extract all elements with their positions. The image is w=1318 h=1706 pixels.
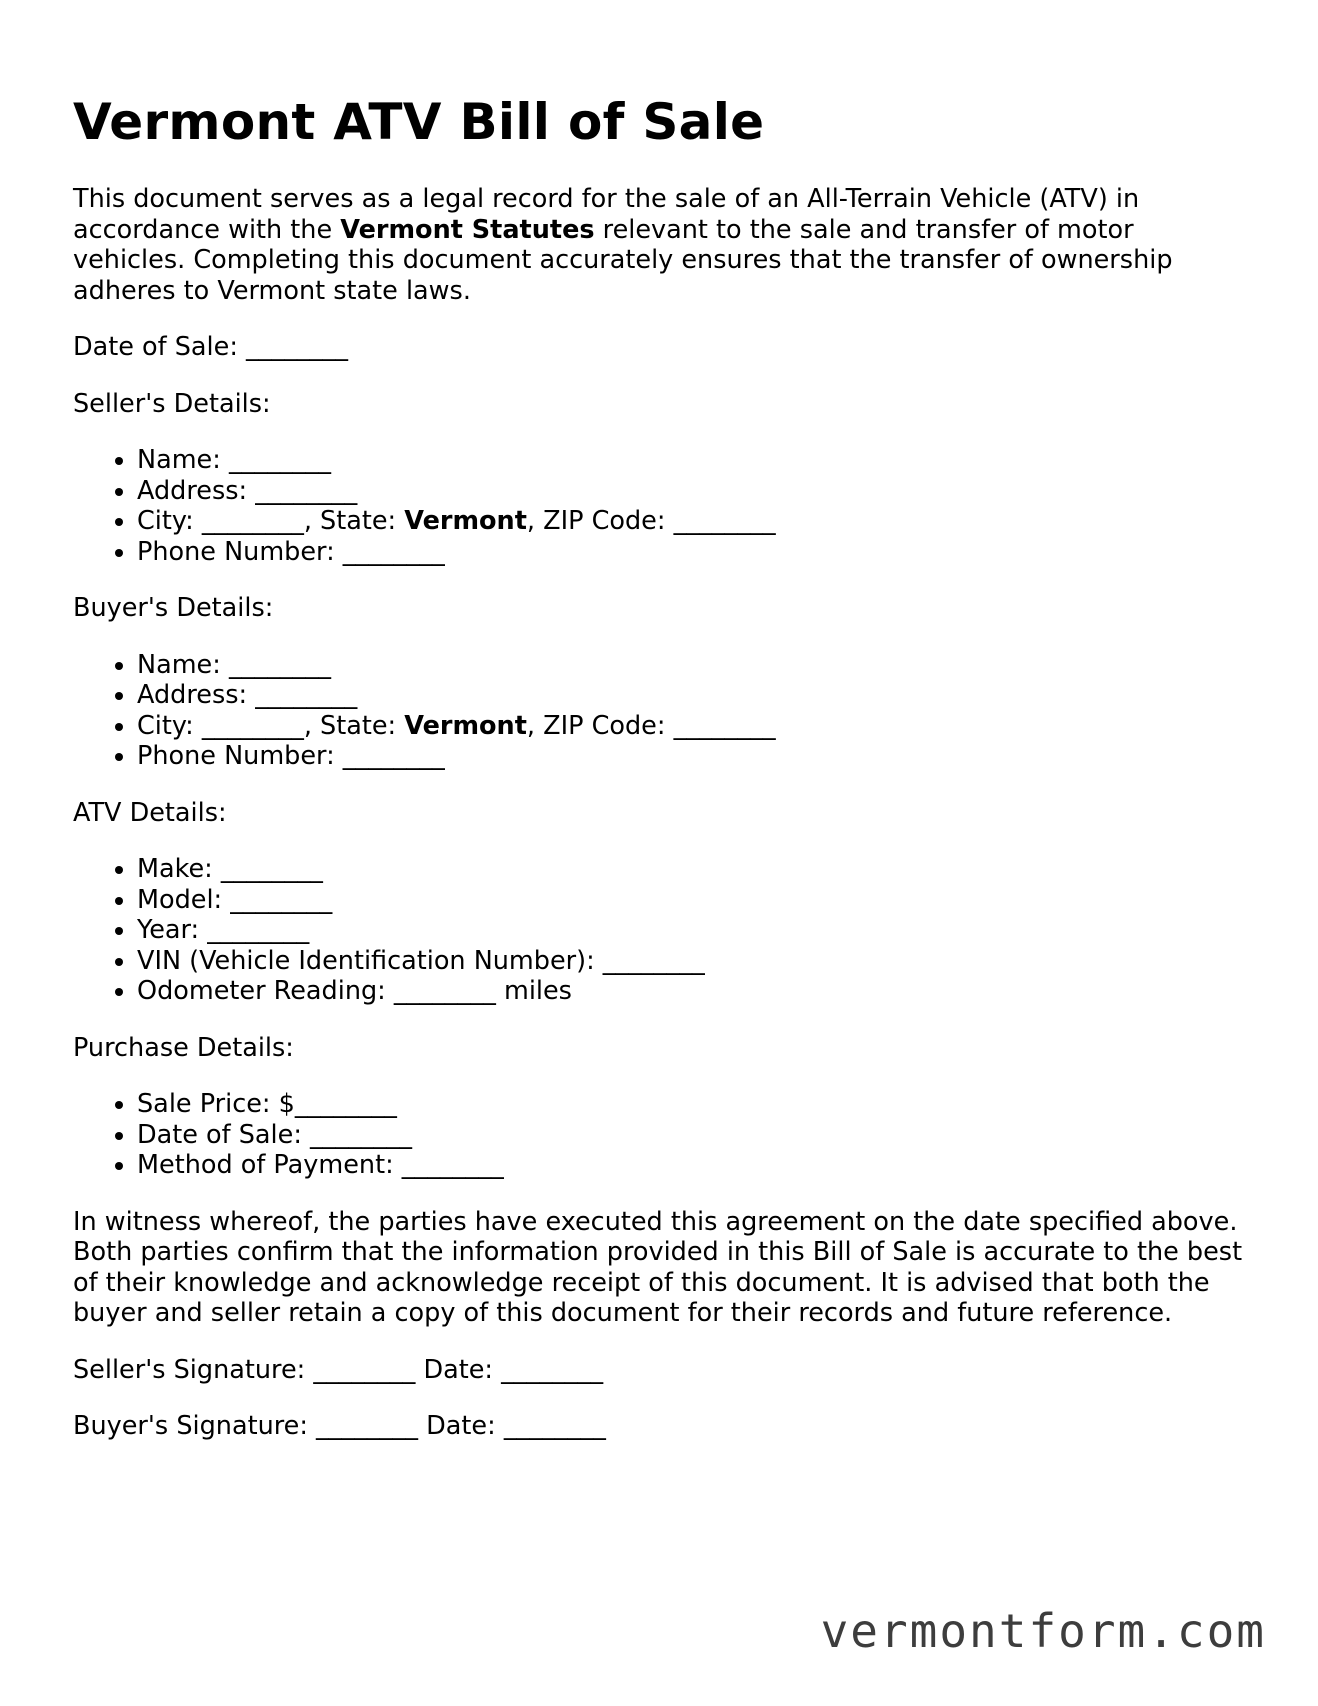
seller-zip-blank[interactable]: ________ xyxy=(673,506,776,536)
seller-name-blank[interactable]: ________ xyxy=(228,445,331,475)
seller-date-blank[interactable]: ________ xyxy=(501,1354,604,1385)
list-item: • Address: ________ xyxy=(137,476,1253,507)
watermark-text: vermontform.com xyxy=(820,1604,1266,1658)
list-item: • Phone Number: ________ xyxy=(137,741,1253,772)
payment-method-blank[interactable]: ________ xyxy=(401,1150,504,1180)
atv-vin-blank[interactable]: ________ xyxy=(602,945,705,976)
list-item: • Model: ________ xyxy=(137,885,1253,916)
seller-phone-blank[interactable]: ________ xyxy=(342,536,445,567)
seller-city-blank[interactable]: ________ xyxy=(201,506,304,536)
atv-list xyxy=(73,854,1253,1007)
buyer-signature-line: Buyer's Signature: ________ Date: ________ xyxy=(73,1411,606,1441)
buyer-signature-blank[interactable]: ________ xyxy=(316,1411,419,1441)
buyer-phone-blank[interactable]: ________ xyxy=(342,741,445,771)
list-item: • Phone Number: ________ xyxy=(137,537,1253,568)
seller-signature-line: Seller's Signature: ________ Date: ________ xyxy=(73,1354,604,1385)
purchase-list xyxy=(73,1089,1253,1181)
atv-odometer-blank[interactable]: ________ xyxy=(393,976,496,1006)
list-item: • Address: ________ xyxy=(137,680,1253,711)
list-item: • City: ________, State: Vermont, ZIP Code: ________ xyxy=(137,506,1253,537)
seller-signature-blank[interactable]: ________ xyxy=(313,1354,416,1385)
seller-list xyxy=(73,445,1253,567)
list-item: • Name: ________ xyxy=(137,445,1253,476)
buyer-heading: Buyer's Details: xyxy=(73,593,274,623)
intro-paragraph: This document serves as a legal record for the sale of an All-Terrain Vehicle (ATV) in accordance with the Vermont Statutes relevant to the sale and transfer of motor vehicles. Completing this document accurately ensures that the transfer of ownership adheres to Vermont state laws. xyxy=(73,184,1173,306)
document-page xyxy=(73,92,1253,1442)
list-item: • Name: ________ xyxy=(137,650,1253,681)
statutes-bold: Vermont Statutes xyxy=(340,214,595,245)
date-of-sale-blank[interactable]: ________ xyxy=(246,332,349,362)
list-item: • City: ________, State: Vermont, ZIP Code: ________ xyxy=(137,711,1253,742)
buyer-city-blank[interactable]: ________ xyxy=(201,710,304,741)
list-item: • Odometer Reading: ________ miles xyxy=(137,976,1253,1007)
purchase-heading: Purchase Details: xyxy=(73,1032,294,1063)
page-title: Vermont ATV Bill of Sale xyxy=(73,93,765,151)
atv-year-blank[interactable]: ________ xyxy=(207,915,310,945)
buyer-zip-blank[interactable]: ________ xyxy=(673,710,776,741)
buyer-address-blank[interactable]: ________ xyxy=(255,680,358,710)
seller-address-blank[interactable]: ________ xyxy=(255,475,358,506)
list-item: • Method of Payment: ________ xyxy=(137,1150,1253,1181)
seller-state-value: Vermont xyxy=(404,506,527,536)
purchase-date-blank[interactable]: ________ xyxy=(310,1119,413,1150)
list-item: • Year: ________ xyxy=(137,915,1253,946)
list-item: • VIN (Vehicle Identification Number): ________ xyxy=(137,946,1253,977)
witness-paragraph: In witness whereof, the parties have executed this agreement on the date specified above. Both parties confirm that the information provided in this Bill of Sale is accurate to the best of their knowledge and acknowledge receipt of this document. It is advised that both the buyer and seller retain a copy of this document for their records and future reference. xyxy=(73,1206,1243,1328)
sale-price-blank[interactable]: ________ xyxy=(294,1089,397,1119)
atv-model-blank[interactable]: ________ xyxy=(230,884,333,915)
list-item: • Make: ________ xyxy=(137,854,1253,885)
seller-heading: Seller's Details: xyxy=(73,388,271,419)
buyer-date-blank[interactable]: ________ xyxy=(503,1411,606,1441)
date-of-sale-line: Date of Sale: ________ xyxy=(73,332,349,362)
buyer-name-blank[interactable]: ________ xyxy=(228,649,331,680)
list-item: • Sale Price: $________ xyxy=(137,1089,1253,1120)
buyer-state-value: Vermont xyxy=(404,710,527,741)
list-item: • Date of Sale: ________ xyxy=(137,1120,1253,1151)
atv-make-blank[interactable]: ________ xyxy=(220,854,323,884)
buyer-list xyxy=(73,650,1253,772)
atv-heading: ATV Details: xyxy=(73,797,227,828)
